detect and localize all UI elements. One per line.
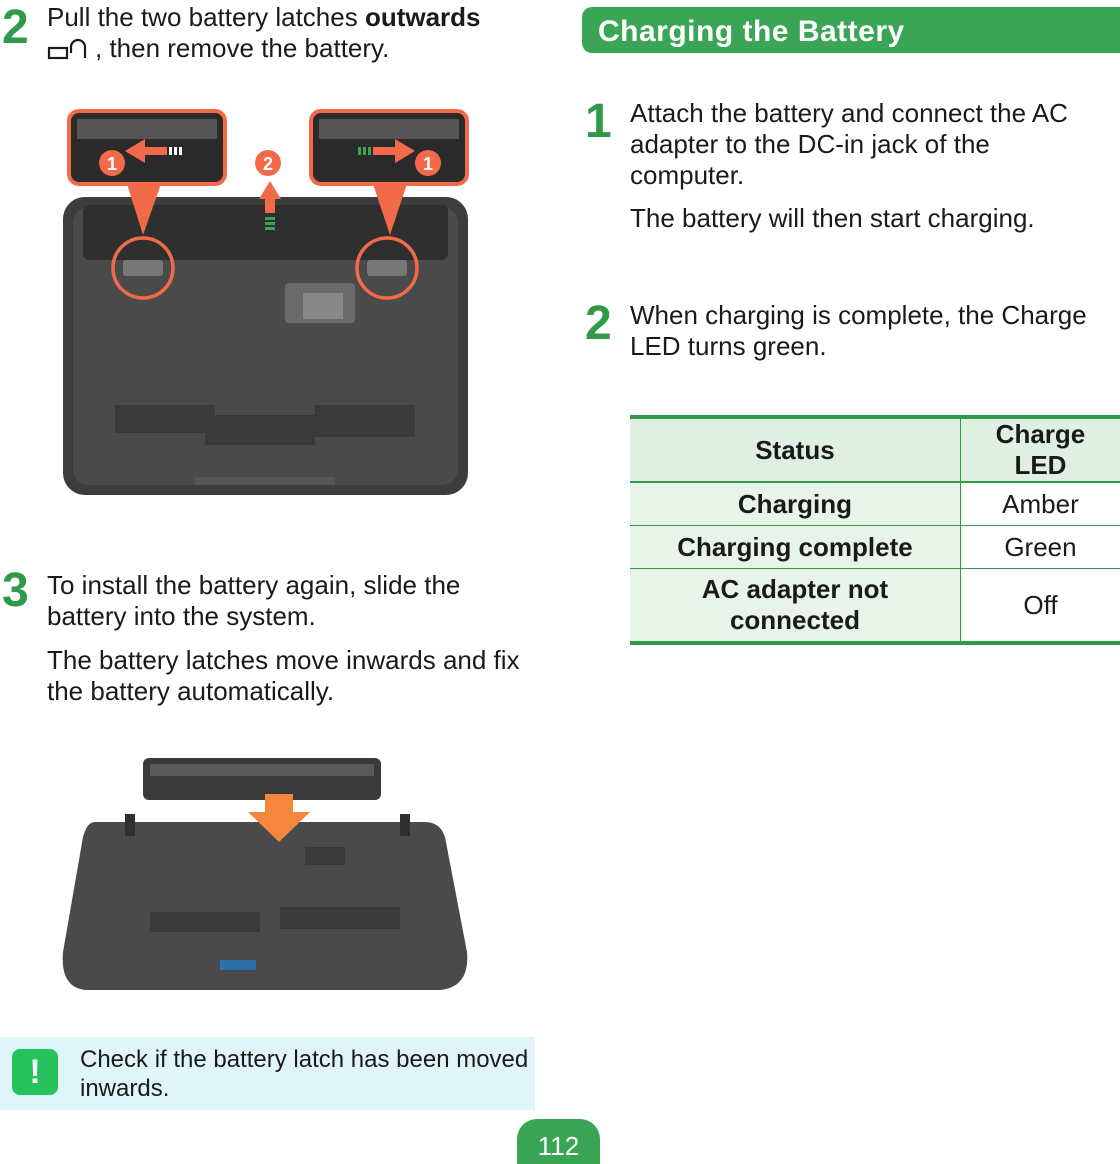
header-status: Status	[630, 417, 960, 482]
charge-step-2-instruction: When charging is complete, the Charge LED turns green.	[630, 300, 1087, 361]
battery-removal-figure	[55, 105, 485, 510]
status-cell: Charging	[630, 482, 960, 526]
table-row	[630, 526, 1120, 569]
table-row	[630, 569, 1120, 644]
svg-text:1: 1	[422, 154, 434, 174]
table-row	[630, 482, 1120, 526]
section-header	[582, 7, 1120, 53]
svg-text:2: 2	[262, 154, 274, 174]
page-number: 112	[537, 1131, 580, 1161]
table-header-row	[630, 417, 1120, 482]
led-cell: Amber	[960, 482, 1120, 526]
status-cell: Charging complete	[630, 526, 960, 569]
step-2-number: 2	[2, 1, 29, 54]
note-text: Check if the battery latch has been moved inwards.	[80, 1046, 529, 1102]
charge-led-table	[630, 415, 1120, 645]
step-2-instruction: Pull the two battery latches outwards , then remove the battery.	[47, 2, 481, 63]
charge-step-2-number: 2	[585, 297, 612, 350]
svg-text:1: 1	[106, 154, 118, 174]
section-title: Charging the Battery	[598, 15, 905, 48]
unlock-icon	[47, 36, 95, 60]
charge-step-1-number: 1	[585, 95, 612, 148]
step-3-number: 3	[2, 564, 29, 617]
led-cell: Green	[960, 526, 1120, 569]
status-cell: AC adapter not connected	[630, 569, 960, 644]
led-cell: Off	[960, 569, 1120, 644]
charge-step-1-instruction: Attach the battery and connect the AC adapter to the DC-in jack of the computer.	[630, 98, 1068, 190]
header-charge-led: Charge LED	[960, 417, 1120, 482]
charge-step-1-detail: The battery will then start charging.	[630, 203, 1035, 233]
laptop-underside-2	[63, 822, 468, 990]
step-3-detail: The battery latches move inwards and fix the battery automatically.	[47, 645, 520, 706]
step-3-instruction: To install the battery again, slide the battery into the system.	[47, 570, 461, 631]
battery-insert-figure	[55, 752, 480, 997]
page-number-tab	[517, 1119, 600, 1164]
note-box	[0, 1037, 535, 1110]
exclamation-icon: !	[12, 1049, 58, 1095]
